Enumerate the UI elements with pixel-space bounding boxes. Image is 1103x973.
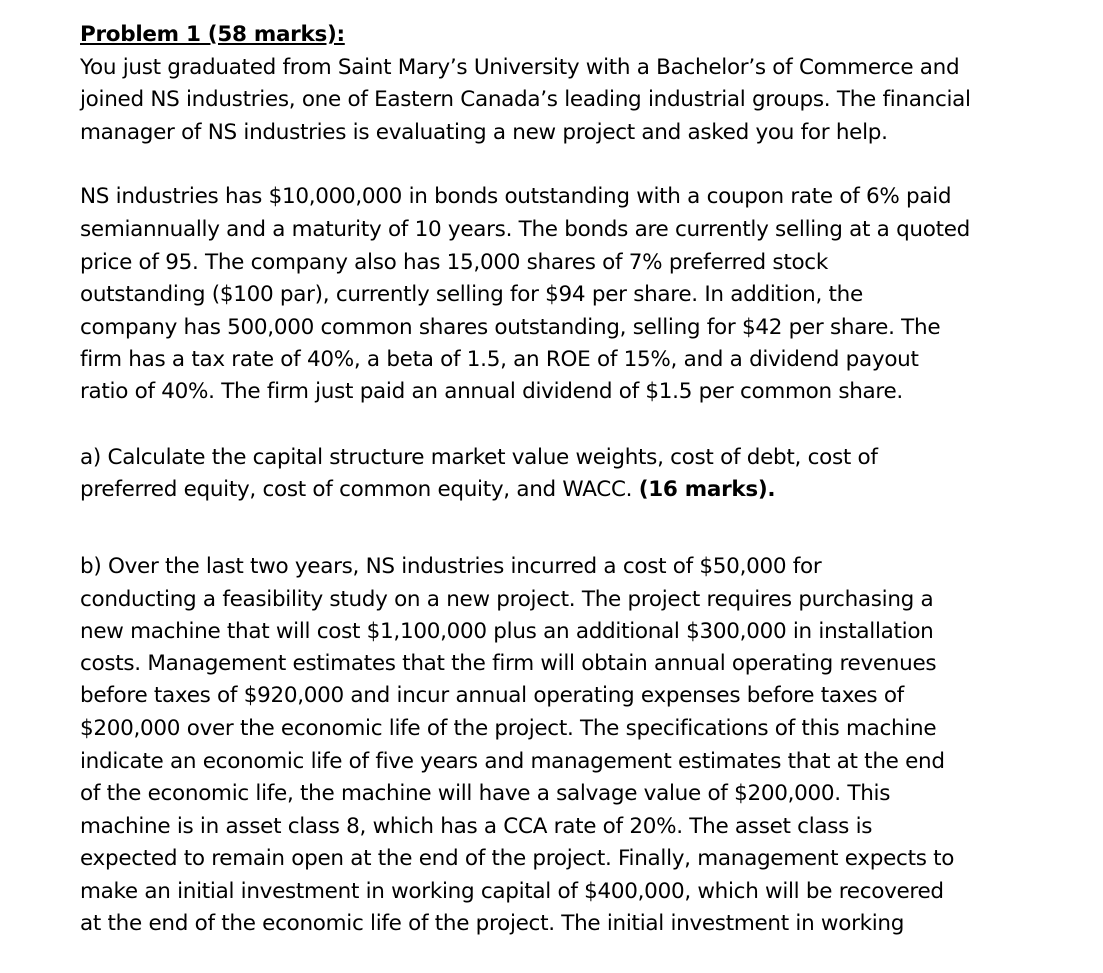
part-b-line-4: costs. Management estimates that the firm will obtain annual operating revenues [80,651,937,676]
part-b-line-10: expected to remain open at the end of the project. Finally, management expects to [80,846,955,871]
part-b-line-8: of the economic life, the machine will have a salvage value of $200,000. This [80,781,891,806]
part-a-marks: (16 marks). [638,477,776,502]
part-b-line-2: conducting a feasibility study on a new project. The project requires purchasing a [80,587,934,612]
part-a-line-1: a) Calculate the capital structure market value weights, cost of debt, cost of [80,445,878,470]
part-b-line-1: b) Over the last two years, NS industries incurred a cost of $50,000 for [80,554,822,579]
part-a-text: preferred equity, cost of common equity, and WACC. [80,477,639,502]
part-b-line-7: indicate an economic life of five years and management estimates that at the end [80,749,945,774]
part-b-line-11: make an initial investment in working capital of $400,000, which will be recovered [80,879,944,904]
part-b-line-3: new machine that will cost $1,100,000 plus an additional $300,000 in installation [80,619,934,644]
part-b-line-6: $200,000 over the economic life of the project. The specifications of this machine [80,716,937,741]
part-b-line-12: at the end of the economic life of the project. The initial investment in working [80,911,905,936]
problem-heading: Problem 1 (58 marks): [80,22,345,47]
intro-line-2: joined NS industries, one of Eastern Canada’s leading industrial groups. The financial [80,87,971,112]
intro-line-3: manager of NS industries is evaluating a new project and asked you for help. [80,120,888,145]
facts-line-1: NS industries has $10,000,000 in bonds outstanding with a coupon rate of 6% paid [80,184,952,209]
part-a-line-2 [80,476,775,504]
part-b-line-9: machine is in asset class 8, which has a CCA rate of 20%. The asset class is [80,814,873,839]
facts-line-2: semiannually and a maturity of 10 years. The bonds are currently selling at a quoted [80,217,970,242]
facts-line-4: outstanding ($100 par), currently selling for $94 per share. In addition, the [80,282,863,307]
facts-line-7: ratio of 40%. The firm just paid an annual dividend of $1.5 per common share. [80,379,903,404]
facts-line-5: company has 500,000 common shares outstanding, selling for $42 per share. The [80,315,941,340]
intro-line-1: You just graduated from Saint Mary’s University with a Bachelor’s of Commerce and [80,55,960,80]
facts-line-6: firm has a tax rate of 40%, a beta of 1.5, an ROE of 15%, and a dividend payout [80,347,919,372]
facts-line-3: price of 95. The company also has 15,000 shares of 7% preferred stock [80,250,828,275]
part-b-line-5: before taxes of $920,000 and incur annual operating expenses before taxes of [80,683,904,708]
